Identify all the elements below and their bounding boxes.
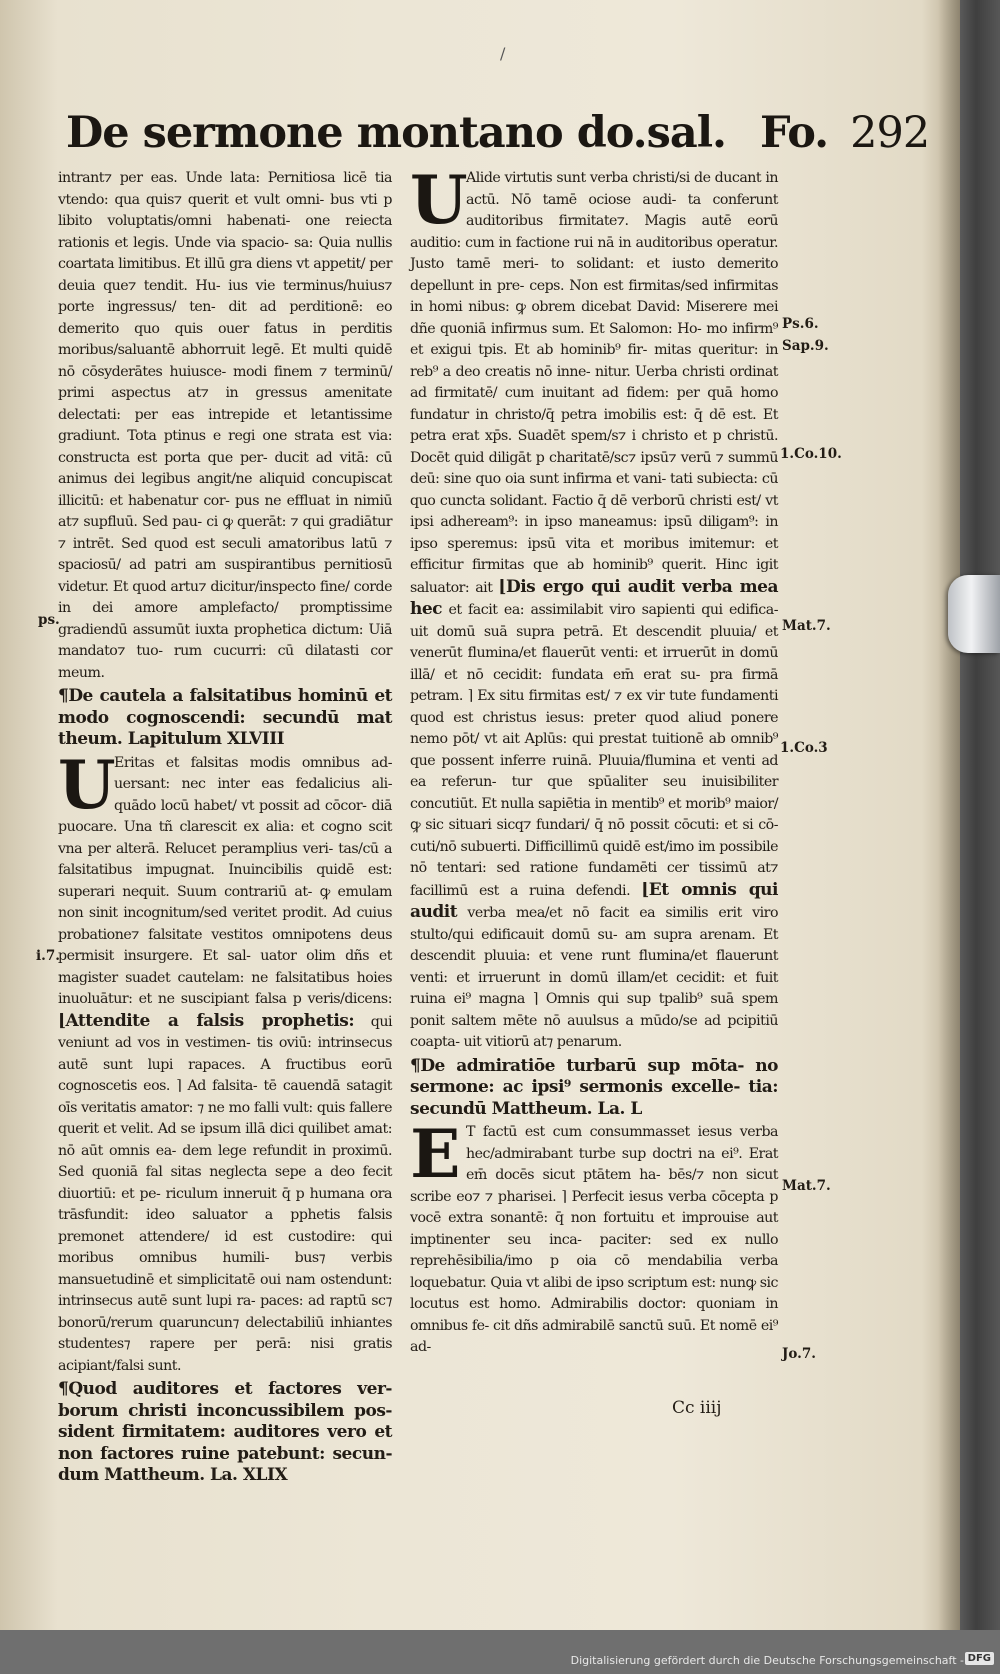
left-paragraph-2-text: Eritas et falsitas modis omnibus ad- uersant: nec inter eas fedalicius ali- quādo locū habet/ vt possit ad cōcor- diā puocare. Una tñ clarescit ex alia: et cogno scit vna per alterā. Relucet peramplius veri- tas/cū a falsitatibus impugnat. Inuincibilis quidē est: superari nequit. Suum contrariū at- ꝙ emulam non sinit incognitum/sed veritet prodit. Ad cuius probatione⁊ falsitate vestitos omnipotens deus permisit insurgere. Et sal- uator olim dñs et magister suadet cautelam: ne falsitatibus hoies inuoluātur: et ne suscipiant falsa p veris/dicens:	[58, 754, 392, 1007]
margin-note-right-2: Sap.9.	[782, 338, 829, 354]
page-edge	[960, 0, 1000, 1630]
right-paragraph-2-text: T factū est cum consummasset iesus verba hec/admirabant turbe sup doctri na ei⁹. Erat em̄ docēs sicut ptātem ha- bēs/⁊ non sicut scribe eo⁊ ⁊ pharisei. ⌉ Perfecit iesus verba cōcepta p vocē extra sonantē: q̄ non fortuitu et improuise aut imptinenter seu inca- paciter: sed ex nullo reprehēsibilia/imo p oia cō mendabilia verba loquebatur. Quia vt alibi de ipso scriptum est: nunꝙ sic locutus est homo. Admirabilis doctor: quoniam in omnibus fe- cit dñs admirabilē sanctū suū. Et nomē ei⁹ ad-	[410, 1124, 778, 1355]
top-mark: /	[500, 44, 506, 63]
margin-note-left-2: i.7.	[36, 948, 60, 964]
folio-label: Fo.	[760, 108, 829, 158]
footer-credit: Digitalisierung gefördert durch die Deutsche Forschungsgemeinschaft -	[570, 1654, 964, 1667]
running-head	[66, 108, 930, 158]
signature-mark: Cc iiij	[672, 1398, 722, 1418]
chapter-heading-50: ¶De admiratiōe turbarū sup mōta- no sermone: ac ipsi⁹ sermonis excelle- tia: secundū Mattheum. La. L	[410, 1055, 778, 1119]
drop-cap-v: U	[410, 161, 468, 239]
left-paragraph-2	[58, 745, 392, 1378]
drop-cap-u: U	[58, 745, 116, 824]
quote-et-omnis: ⌊Et omnis qui audit	[410, 879, 778, 922]
drop-cap-e: E	[410, 1115, 460, 1193]
quote-omnis-ergo: ⌊Dis ergo qui audit verba mea hec	[410, 576, 778, 619]
margin-note-right-7: Jo.7.	[782, 1346, 816, 1362]
margin-note-right-6: Mat.7.	[782, 1178, 831, 1194]
margin-note-right-3: 1.Co.10.	[780, 446, 842, 462]
left-column	[58, 168, 392, 1489]
margin-note-right-1: Ps.6.	[782, 316, 819, 332]
dfg-logo: DFG	[965, 1652, 994, 1665]
right-column	[410, 161, 778, 1359]
right-paragraph-1c-text: verba mea/et nō facit ea similis erit viro stulto/qui edificauit domū su- am supra arenam. Et descendit pluuia: et vene runt flumina/et flauerunt venti: et irruerunt in domū illam/et cecidit: et fuit ruina ei⁹ magna ⌉ Omnis qui sup tpalib⁹ suā spem ponit saltem mēte nō auulsus a mūdo/se ad pcipitiū coapta- uit vitiorū at⁊ penarum.	[410, 905, 778, 1050]
right-paragraph-1	[410, 161, 778, 1054]
folio-number: 292	[850, 108, 930, 158]
right-paragraph-2	[410, 1115, 778, 1359]
margin-note-right-5: 1.Co.3	[780, 740, 828, 756]
margin-note-right-4: Mat.7.	[782, 618, 831, 634]
page-clip	[948, 575, 1000, 653]
right-paragraph-1-text: Alide virtutis sunt verba christi/si de ducant in actū. Nō tamē ociose audi- ta conferunt auditoribus firmitate⁊. Magis autē eorū auditio: cum in factione rui nā in auditoribus operatur. Justo tamē meri- to solidant: et iusto demerito depellunt in pre- ceps. Non est firmitas/sed infirmitas in homi nibus: ꝙ obrem dicebat David: Miserere mei dñe quoniā infirmus sum. Et Salomon: Ho- mo infirm⁹ et exigui tpis. Et ab hominib⁹ fir- mitas queritur: in reb⁹ a deo creatis nō inne- nitur. Uerba christi ordinat ad firmitatē/ cum inuitant ad fidem: per quā homo fundatur in christo/q̄ petra imobilis est: q̄ dē est. Et petra erat xp̄s. Suadēt spem/s⁊ i christo et p christū. Docēt quid diligāt p charitatē/sc⁊ ipsū⁊ verū ⁊ summū deū: sine quo oia sunt infirma et vani- tati subiecta: cū quo cuncta solidant. Factio q̄ dē verborū christi est/ vt ipsi adheream⁹: in ipso maneamus: ipsū diligam⁹: in ipso speremus: ipsū vita et moribus imitemur: et efficitur firmitas que ab hominib⁹ querit. Hinc igit saluator: ait	[410, 170, 778, 596]
running-head-title: De sermone montano do.sal.	[66, 108, 727, 158]
right-paragraph-1b-text: et facit ea: assimilabit viro sapienti qui edifica- uit domū suā supra petrā. Et descendit pluuia/ et venerūt flumina/et flauerūt venti: et irruerūt in domū illā/ et nō cecidit: fundata em̄ erat su- pra firmā petram. ⌉ Ex situ firmitas est/ ⁊ ex vir tute fundamenti quod est christus iesus: preter quod aliud ponere nemo pōt/ vt ait Aplūs: qui prestat tuitionē ab omnib⁹ que possent inferre ruinā. Pluuia/flumina et venti ad ea referun- tur que spūaliter seu inuisibiliter concutiūt. Et nulla sapiētia in mentib⁹ et morib⁹ maior/ꝙ sic situari sicq⁊ fundari/ q̄ nō possit cōcuti: et si cō- cuti/nō subuerti. Difficillimū quidē est/imo im possibile nō tentari: sed ratione fundamēti cer tissimū at⁊ facillimū est a ruina defendi.	[410, 602, 778, 899]
left-paragraph-1: intrant⁊ per eas. Unde lata: Pernitiosa licē tia vtendo: qua quis⁊ querit et vult omni- bus vti p libito voluptatis/omni habenati- one reiecta rationis et legis. Unde via spacio- sa: Quia nullis coartata limitibus. Et illū gra diens vt appetit/ per deuia que⁊ tendit. Hu- ius vie terminus/huius⁊ porte ingressus/ ten- dit ad perditionē: eo demerito quo quis ouer fatus in perditis moribus/saluantē abhorruit legē. Et multi quidē nō cōsyderātes huiusce- modi finem ⁊ terminū/ primi aspectus at⁊ in gressus amenitate delectati: per eas intrepide et letantissime gradiunt. Tota ptinus e regi one strata est via: constructa est porta que per- ducit ad vitā: cū animus dei legibus angit/ne aliquid concupiscat illicitū: et habenatur cor- pus ne effluat in nimiū at⁊ supfluū. Sed pau- ci ꝙ querāt: ⁊ qui gradiātur ⁊ intrēt. Sed quod est seculi amatoribus latū ⁊ spaciosū/ ad patri am suspirantibus pernitiosū videtur. Et quod artu⁊ dicitur/inspecto fine/ corde in dei amore amplefacto/ promptissime gradiendū assumūt iuxta prophetica dictum: Uiā mandato⁊ tuo- rum cucurri: cū dilatasti cor meum.	[58, 170, 392, 681]
margin-note-left-1: ps.	[38, 612, 60, 628]
chapter-heading-49: ¶Quod auditores et factores ver- borum christi inconcussibilem pos- sident firmitatem: auditores vero et non factores ruine patebunt: secun- dum Mattheum. La. XLIX	[58, 1379, 392, 1485]
chapter-heading-48: ¶De cautela a falsitatibus hominū et modo cognoscendi: secundū mat theum. Lapitulum XLVIII	[58, 686, 392, 749]
left-paragraph-2b-text: qui veniunt ad vos in vestimen- tis oviū: intrinsecus autē sunt lupi rapaces. A fructibus eorū cognoscetis eos. ⌉ Ad falsita- tē cauendā satagit oīs veritatis amator: ⁊ ne mo falli vult: quis fallere querit et velit. Ad se ipsum illā dici quilibet amat: nō aūt omnis ea- dem lege refundit in proximū. Sed quoniā fal sitas neglecta sepe a deo fecit diuortiū: et pe- riculum inneruit q̄ p humana ora trāsfundit: ideo saluator a pphetis falsis premonet attendere/ id est custodire: qui moribus omnibus humili- bus⁊ verbis mansuetudinē et simplicitatē oui nam ostendunt: intrinsecus autē sunt lupi ra- paces: ad raptū sc⁊ bonorū/rerum quaruncun⁊ delectabiliū inhiantes studentes⁊ rapere per perā: nisi gratis acipiant/falsi sunt.	[58, 1013, 392, 1374]
quote-attendite: ⌊Attendite a falsis prophetis:	[58, 1010, 355, 1031]
